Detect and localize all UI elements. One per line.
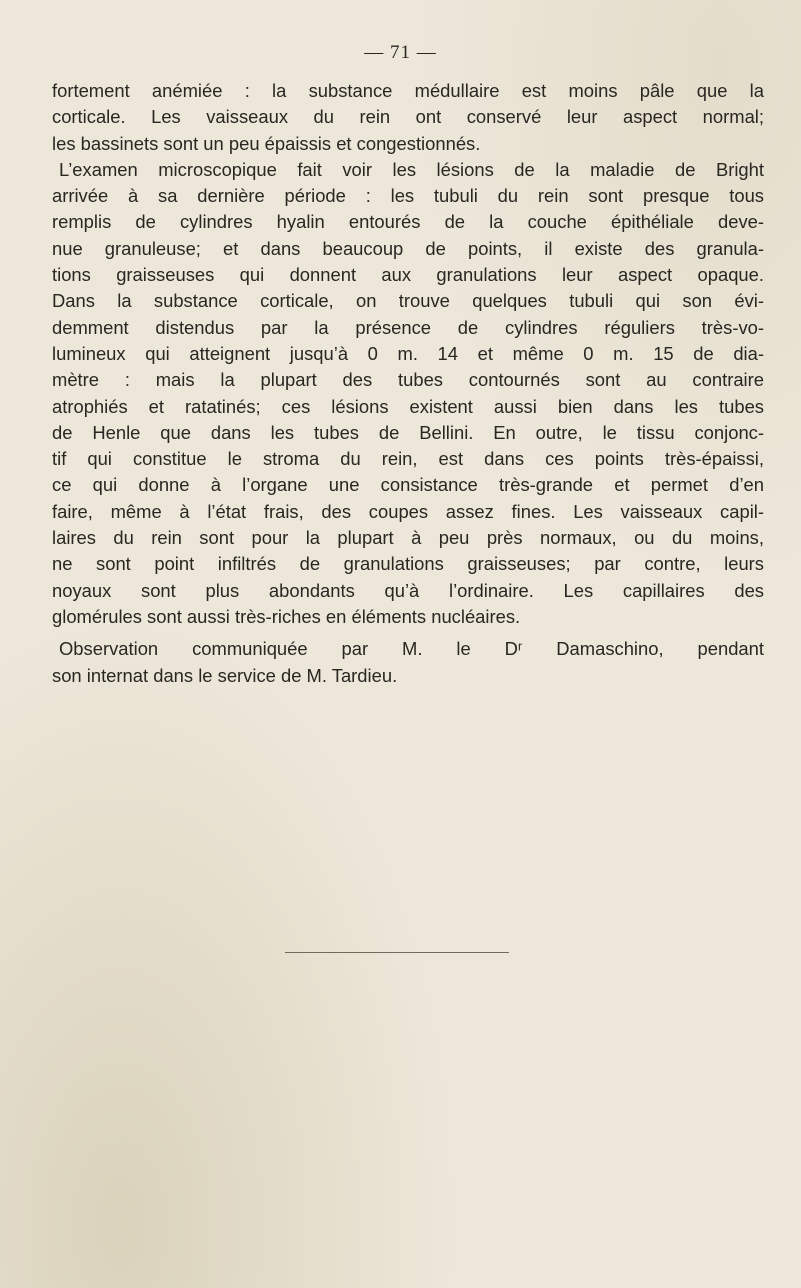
text-line: de Henle que dans les tubes de Bellini. En outre, le tissu conjonc- <box>52 421 764 443</box>
section-divider-rule <box>285 952 509 953</box>
page-number: — 71 — <box>364 42 437 63</box>
text-line: tif qui constitue le stroma du rein, est dans ces points très-épaissi, <box>52 448 764 470</box>
text-line: Dans la substance corticale, on trouve quelques tubuli qui son évi- <box>52 290 764 312</box>
text-line: L’examen microscopique fait voir les lésions de la maladie de Bright <box>59 158 764 180</box>
text-line: fortement anémiée : la substance médullaire est moins pâle que la <box>52 80 764 101</box>
text-line: son internat dans le service de M. Tardieu. <box>52 664 398 686</box>
text-line: mètre : mais la plupart des tubes contournés sont au contraire <box>52 369 764 391</box>
text-line: atrophiés et ratatinés; ces lésions existent aussi bien dans les tubes <box>52 395 764 417</box>
text-line: ce qui donne à l’organe une consistance très-grande et permet d’en <box>52 474 764 496</box>
text-line: faire, même à l’état frais, des coupes assez fines. Les vaisseaux capil- <box>52 500 764 522</box>
text-line: lumineux qui atteignent jusqu’à 0 m. 14 et même 0 m. 15 de dia- <box>52 342 764 364</box>
text-line: noyaux sont plus abondants qu’à l’ordinaire. Les capillaires des <box>52 579 764 601</box>
text-line: nue granuleuse; et dans beaucoup de points, il existe des granula- <box>52 237 764 259</box>
text-line: remplis de cylindres hyalin entourés de la couche épithéliale deve- <box>52 211 764 233</box>
text-line: glomérules sont aussi très-riches en éléments nucléaires. <box>52 605 521 627</box>
text-line: arrivée à sa dernière période : les tubuli du rein sont presque tous <box>52 185 764 207</box>
text-line: ne sont point infiltrés de granulations graisseuses; par contre, leurs <box>52 553 764 575</box>
text-line: laires du rein sont pour la plupart à peu près normaux, ou du moins, <box>52 527 764 549</box>
text-line: les bassinets sont un peu épaissis et congestionnés. <box>52 132 481 154</box>
text-line: demment distendus par la présence de cylindres réguliers très-vo- <box>52 316 764 338</box>
text-line: tions graisseuses qui donnent aux granulations leur aspect opaque. <box>52 264 764 286</box>
text-line: Observation communiquée par M. le Dʳ Damaschino, pendant <box>59 638 764 660</box>
page-body-text <box>52 78 764 689</box>
text-line: corticale. Les vaisseaux du rein ont conservé leur aspect normal; <box>52 106 764 128</box>
